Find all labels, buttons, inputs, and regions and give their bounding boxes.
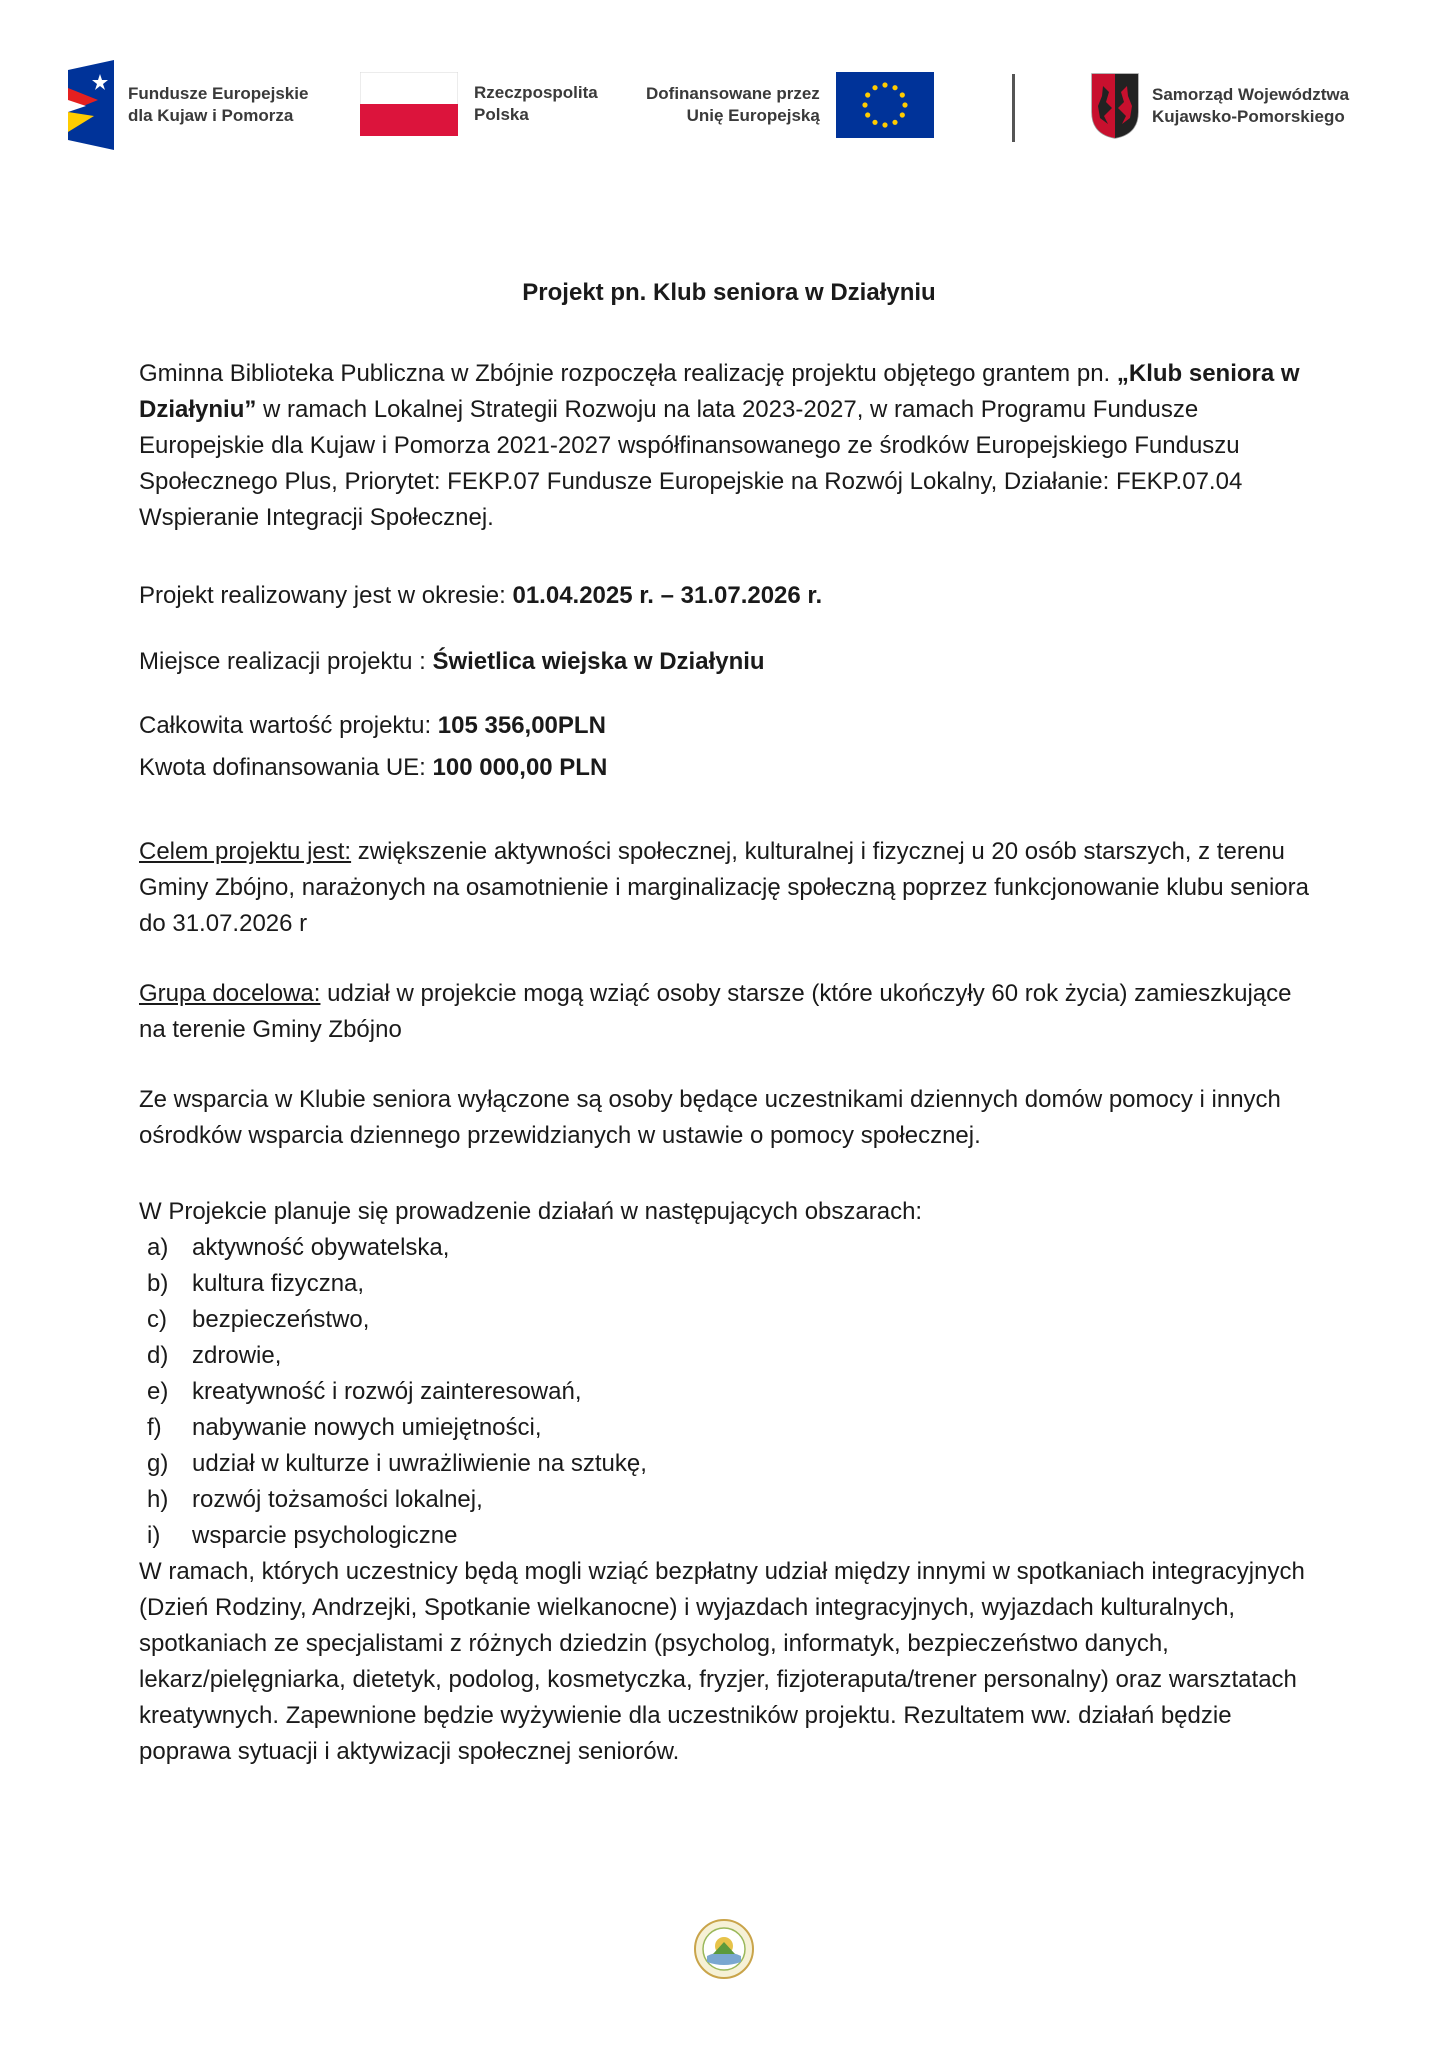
list-item-text: wsparcie psychologiczne [192, 1522, 458, 1549]
rp-logo [360, 72, 598, 136]
place-value: Świetlica wiejska w Działyniu [432, 648, 765, 675]
list-item [147, 1266, 647, 1302]
target-group-label: Grupa docelowa: [139, 980, 321, 1007]
total-label: Całkowita wartość projektu: [139, 712, 438, 739]
list-item-text: zdrowie, [192, 1342, 282, 1369]
target-group-text: udział w projekcie mogą wziąć osoby starsze (które ukończyły 60 rok życia) zamieszkujące na terenie Gminy Zbójno [139, 980, 1292, 1043]
list-item-marker: f) [147, 1414, 162, 1441]
intro-text-2: w ramach Lokalnej Strategii Rozwoju na lata 2023-2027, w ramach Programu Fundusze Europejskie dla Kujaw i Pomorza 2021-2027 współfinansowanego ze środków Europejskiego Funduszu Społecznego Plus, Priorytet: FEKP.07 Fundusze Europejskie na Rozwój Lokalny, Działanie: FEKP.07.04 Wspieranie Integracji Społecznej. [139, 396, 1243, 531]
list-item-marker: d) [147, 1342, 169, 1369]
list-item [147, 1446, 647, 1482]
goal-paragraph [139, 834, 1319, 942]
document-title: Projekt pn. Klub seniora w Działyniu [522, 279, 936, 306]
list-item-text: nabywanie nowych umiejętności, [192, 1414, 542, 1441]
intro-text-1: Gminna Biblioteka Publiczna w Zbójnie rozpoczęła realizację projektu objętego grantem pn. [139, 360, 1117, 387]
list-item [147, 1518, 647, 1554]
list-item-text: kreatywność i rozwój zainteresowań, [192, 1378, 582, 1405]
list-item-text: kultura fizyczna, [192, 1270, 365, 1297]
place-line [139, 644, 1319, 680]
list-item-marker: e) [147, 1378, 169, 1405]
list-item [147, 1230, 647, 1266]
library-stamp [693, 1918, 755, 1985]
funding-line [139, 750, 1319, 786]
list-item-marker: i) [147, 1522, 161, 1549]
kp-logo [1090, 72, 1349, 140]
list-item-text: bezpieczeństwo, [192, 1306, 370, 1333]
list-item-text: rozwój tożsamości lokalnej, [192, 1486, 483, 1513]
goal-label: Celem projektu jest: [139, 838, 352, 865]
fe-logo-line2: dla Kujaw i Pomorza [128, 106, 294, 125]
eu-logo-line1: Dofinansowane przez [646, 84, 820, 103]
period-value: 01.04.2025 r. – 31.07.2026 r. [512, 582, 823, 609]
period-label: Projekt realizowany jest w okresie: [139, 582, 513, 609]
eu-logo-line2: Unię Europejską [686, 106, 820, 125]
kp-logo-line1: Samorząd Województwa [1152, 85, 1350, 104]
list-item-marker: b) [147, 1270, 169, 1297]
library-stamp-icon [693, 1918, 755, 1980]
logo-divider [1012, 74, 1015, 142]
rp-logo-line2: Polska [474, 105, 529, 124]
rp-logo-line1: Rzeczpospolita [474, 83, 598, 102]
list-item-text: udział w kulturze i uwrażliwienie na sztukę, [192, 1450, 647, 1477]
list-item-text: aktywność obywatelska, [192, 1234, 450, 1261]
list-item-marker: c) [147, 1306, 167, 1333]
list-item [147, 1482, 647, 1518]
list-item-marker: a) [147, 1234, 169, 1261]
list-item [147, 1410, 647, 1446]
eu-logo [646, 72, 934, 138]
fe-logo-line1: Fundusze Europejskie [128, 84, 309, 103]
list-item-marker: h) [147, 1486, 169, 1513]
funding-label: Kwota dofinansowania UE: [139, 754, 433, 781]
logo-bar [0, 58, 1448, 153]
closing-paragraph: W ramach, których uczestnicy będą mogli wziąć bezpłatny udział między innymi w spotkaniach integracyjnych (Dzień Rodziny, Andrzejki, Spotkanie wielkanocne) i wyjazdach integracyjnych, wyjazdach kulturalnych, spotkaniach ze specjalistami z różnych dziedzin (psycholog, informatyk, bezpieczeństwo danych, lekarz/pielęgniarka, dietetyk, podolog, kosmetyczka, fryzjer, fizjoteraputa/trener personalny) oraz warsztatach kreatywnych. Zapewnione będzie wyżywienie dla uczestników projektu. Rezultatem ww. działań będzie poprawa sytuacji i aktywizacji społecznej seniorów. [139, 1558, 1305, 1765]
kp-coat-of-arms-icon [1090, 72, 1140, 140]
exclusion-paragraph: Ze wsparcia w Klubie seniora wyłączone są osoby będące uczestnikami dziennych domów pomocy i innych ośrodków wsparcia dziennego przewidzianych w ustawie o pomocy społecznej. [139, 1086, 1281, 1149]
goal-text: zwiększenie aktywności społecznej, kulturalnej i fizycznej u 20 osób starszych, z terenu Gminy Zbójno, narażonych na osamotnienie i marginalizację społeczną poprzez funkcjonowanie klubu seniora do 31.07.2026 r [139, 838, 1309, 937]
funding-value: 100 000,00 PLN [432, 754, 608, 781]
list-item [147, 1338, 647, 1374]
list-item-marker: g) [147, 1450, 169, 1477]
list-item [147, 1374, 647, 1410]
total-value: 105 356,00PLN [437, 712, 606, 739]
kp-logo-line2: Kujawsko-Pomorskiego [1152, 107, 1345, 126]
list-item [147, 1302, 647, 1338]
polish-flag-icon [360, 72, 458, 136]
place-label: Miejsce realizacji projektu : [139, 648, 433, 675]
eu-flag-icon [836, 72, 934, 138]
fe-logo [68, 60, 308, 150]
areas-intro: W Projekcie planuje się prowadzenie działań w następujących obszarach: [139, 1198, 923, 1225]
fe-emblem-icon [68, 60, 114, 150]
total-value-line [139, 708, 1319, 744]
project-name: „Klub seniora w Działyniu” [139, 360, 1300, 423]
target-group-paragraph [139, 976, 1319, 1048]
period-line [139, 578, 1319, 614]
intro-paragraph [139, 356, 1319, 536]
areas-list [147, 1230, 647, 1554]
